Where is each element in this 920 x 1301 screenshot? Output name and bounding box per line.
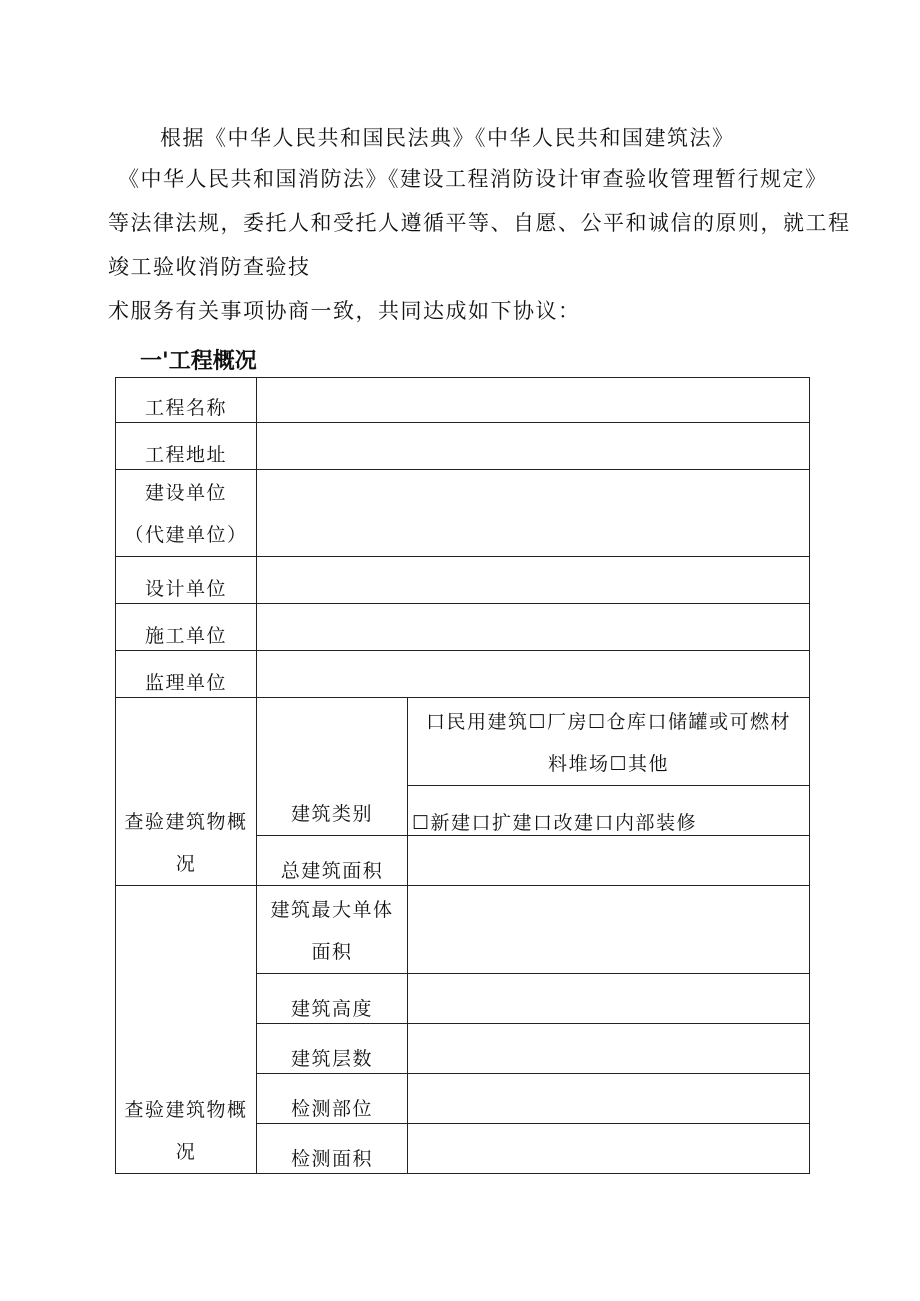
field-builder-unit[interactable]: [257, 470, 810, 557]
field-supervision-unit[interactable]: [257, 651, 810, 698]
table-row: [116, 604, 810, 651]
category-options-line1: 口民用建筑☐厂房☐仓库口储罐或可燃材: [425, 711, 792, 733]
field-building-height[interactable]: [408, 974, 810, 1024]
project-overview-table: [115, 377, 810, 1174]
table-row: [116, 470, 810, 557]
label-builder-unit-line1: 建设单位: [144, 482, 227, 504]
label-max-single-area: [257, 886, 408, 974]
label-builder-unit: [116, 470, 257, 557]
label-max-single-area-line2: 面积: [311, 941, 353, 963]
field-max-single-area[interactable]: [408, 886, 810, 974]
label-supervision-unit: 监理单位: [116, 651, 257, 698]
field-inspection-location[interactable]: [408, 1074, 810, 1124]
table-row: [116, 378, 810, 423]
label-building-overview-2-line2: 况: [175, 1141, 197, 1163]
field-design-unit[interactable]: [257, 557, 810, 604]
field-project-name[interactable]: [257, 378, 810, 423]
field-project-address[interactable]: [257, 423, 810, 470]
construction-type-options[interactable]: ☐新建口扩建口改建口内部装修: [408, 786, 810, 836]
label-building-overview: [116, 698, 257, 886]
field-building-floors[interactable]: [408, 1024, 810, 1074]
field-total-area[interactable]: [408, 836, 810, 886]
field-inspection-area[interactable]: [408, 1124, 810, 1174]
category-options[interactable]: [408, 698, 810, 786]
label-inspection-location: 检测部位: [257, 1074, 408, 1124]
intro-line-2: 《中华人民共和国消防法》《建设工程消防设计审查验收管理暂行规定》: [118, 167, 828, 191]
intro-line-3: 等法律法规，委托人和受托人遵循平等、自愿、公平和诚信的原则，就工程: [108, 211, 851, 235]
label-building-overview-2-line1: 查验建筑物概: [124, 1099, 248, 1121]
intro-line-5: 术服务有关事项协商一致，共同达成如下协议：: [108, 299, 581, 323]
label-construction-unit: 施工单位: [116, 604, 257, 651]
label-building-overview-2: [116, 886, 257, 1174]
label-building-height: 建筑高度: [257, 974, 408, 1024]
table-row: [116, 423, 810, 470]
intro-line-1: 根据《中华人民共和国民法典》《中华人民共和国建筑法》: [160, 126, 735, 150]
table-row: [116, 698, 810, 786]
field-construction-unit[interactable]: [257, 604, 810, 651]
section-title: 一'工程概况: [140, 349, 257, 374]
label-building-category: 建筑类别: [257, 698, 408, 836]
label-max-single-area-line1: 建筑最大单体: [270, 899, 394, 921]
table-row: [116, 557, 810, 604]
table-row: [116, 886, 810, 974]
label-project-address: 工程地址: [116, 423, 257, 470]
label-total-area: 总建筑面积: [257, 836, 408, 886]
category-options-line2: 料堆场☐其他: [547, 753, 670, 775]
table-row: [116, 651, 810, 698]
label-design-unit: 设计单位: [116, 557, 257, 604]
label-inspection-area: 检测面积: [257, 1124, 408, 1174]
label-building-overview-line2: 况: [175, 853, 197, 875]
label-project-name: 工程名称: [116, 378, 257, 423]
label-building-overview-line1: 查验建筑物概: [124, 811, 248, 833]
label-building-floors: 建筑层数: [257, 1024, 408, 1074]
intro-line-4: 竣工验收消防查验技: [108, 255, 311, 279]
label-builder-unit-line2: （代建单位）: [124, 524, 248, 546]
